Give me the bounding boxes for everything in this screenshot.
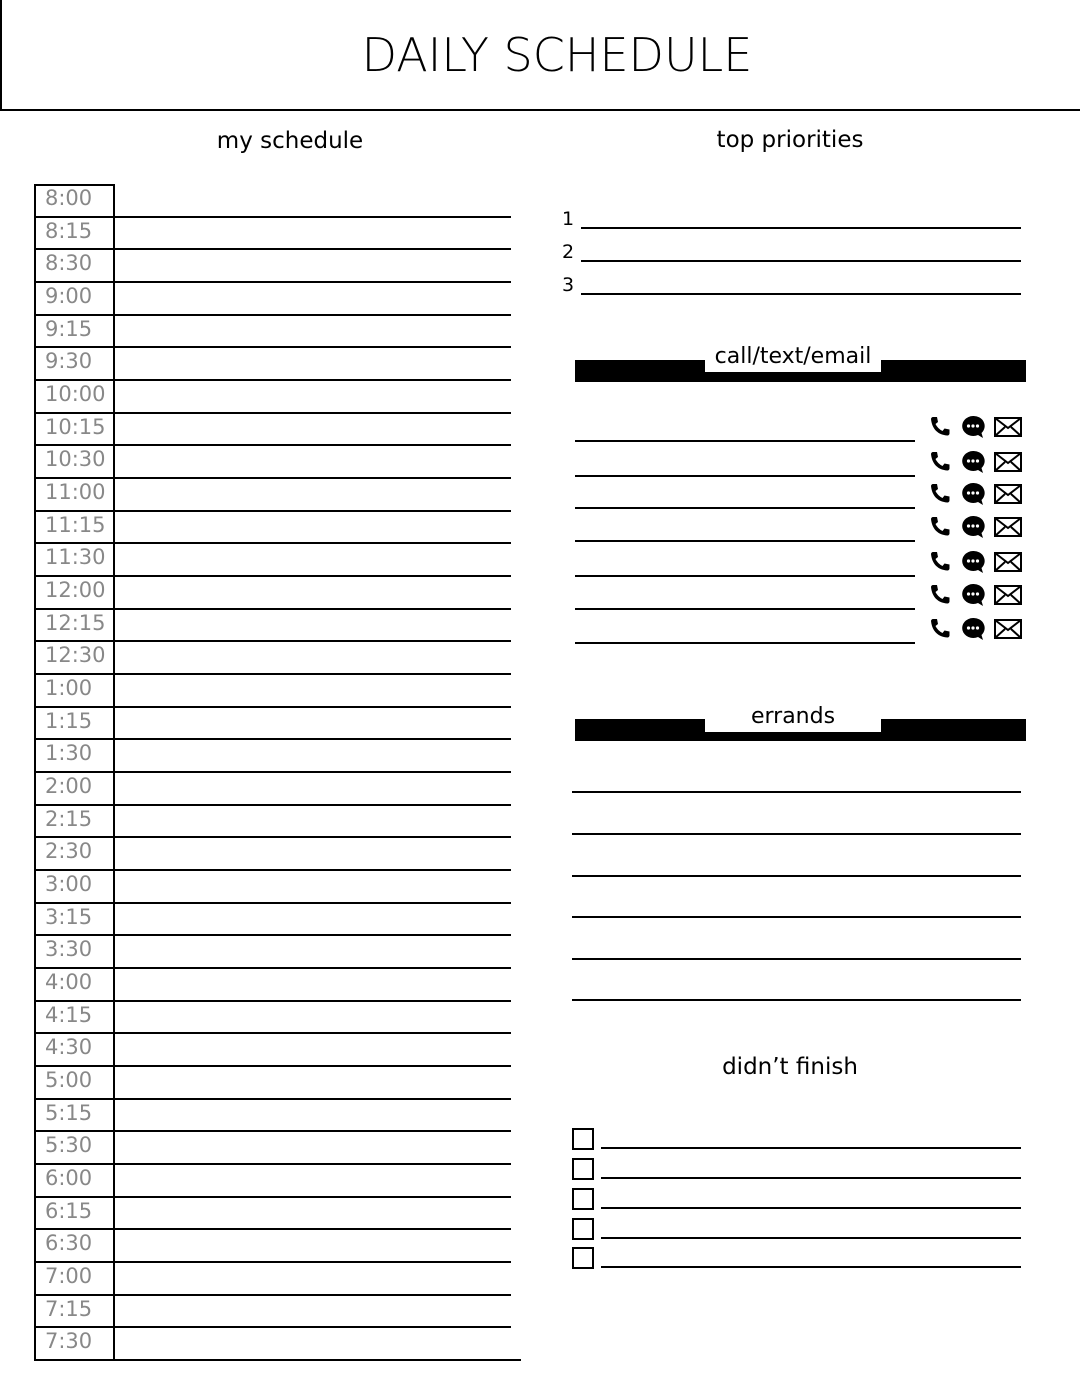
schedule-entry-line[interactable] (114, 1163, 511, 1165)
chat-bubble-icon[interactable] (960, 414, 986, 444)
row-divider (34, 706, 115, 708)
time-label: 4:30 (45, 1035, 93, 1060)
chat-bubble-icon[interactable] (960, 582, 986, 612)
chat-bubble-icon[interactable] (960, 481, 986, 511)
contact-line[interactable] (575, 440, 915, 442)
row-divider (34, 477, 115, 479)
time-label: 3:30 (45, 937, 93, 962)
time-label: 11:15 (45, 512, 106, 537)
row-divider (34, 640, 115, 642)
priorities-heading: top priorities (716, 127, 864, 153)
row-divider (34, 1326, 115, 1328)
schedule-entry-line[interactable] (114, 640, 511, 642)
time-label: 10:30 (45, 447, 106, 472)
row-divider (34, 1163, 115, 1165)
envelope-icon[interactable] (994, 585, 1022, 609)
time-label: 9:00 (45, 284, 93, 308)
row-divider (34, 346, 115, 348)
contact-line[interactable] (575, 642, 915, 644)
unfinished-task-line[interactable] (601, 1237, 1021, 1239)
time-label: 5:30 (45, 1133, 93, 1158)
contact-line[interactable] (575, 608, 915, 610)
schedule-entry-line[interactable] (114, 444, 511, 446)
schedule-entry-line[interactable] (114, 1065, 511, 1067)
schedule-entry-line[interactable] (114, 967, 511, 969)
priority-number: 2 (562, 241, 575, 263)
schedule-entry-line[interactable] (114, 379, 511, 381)
errand-line[interactable] (572, 999, 1021, 1001)
envelope-icon[interactable] (994, 517, 1022, 541)
time-label: 2:00 (45, 774, 93, 799)
time-label: 7:15 (45, 1296, 93, 1321)
contact-method-icons (928, 449, 1022, 479)
contact-method-icons (928, 616, 1022, 646)
envelope-icon[interactable] (994, 619, 1022, 643)
row-divider (34, 1032, 115, 1034)
row-divider (34, 608, 115, 610)
chat-bubble-icon[interactable] (960, 449, 986, 479)
time-label: 10:15 (45, 414, 106, 439)
schedule-entry-line[interactable] (114, 477, 511, 479)
errands-heading: errands (705, 704, 881, 732)
time-label: 4:00 (45, 970, 93, 995)
row-divider (34, 934, 115, 936)
contact-line[interactable] (575, 507, 915, 509)
contact-line[interactable] (575, 540, 915, 542)
schedule-entry-line[interactable] (114, 1196, 511, 1198)
phone-icon[interactable] (928, 415, 952, 443)
time-label: 1:15 (45, 708, 93, 733)
row-divider (34, 1098, 115, 1100)
envelope-icon[interactable] (994, 452, 1022, 476)
priority-line[interactable] (581, 227, 1021, 229)
schedule-entry-line[interactable] (114, 216, 511, 218)
row-divider (34, 379, 115, 381)
checkbox[interactable] (572, 1128, 594, 1150)
contact-method-icons (928, 514, 1022, 544)
row-divider (34, 248, 115, 250)
unfinished-task-line[interactable] (601, 1177, 1021, 1179)
schedule-entry-line[interactable] (114, 542, 511, 544)
row-divider (34, 967, 115, 969)
priority-line[interactable] (581, 260, 1021, 262)
schedule-entry-line[interactable] (114, 804, 511, 806)
envelope-icon[interactable] (994, 552, 1022, 576)
time-label: 2:15 (45, 806, 93, 831)
schedule-entry-line[interactable] (114, 1326, 511, 1328)
priority-number: 1 (562, 208, 575, 230)
row-divider (34, 1130, 115, 1132)
schedule-entry-line[interactable] (114, 346, 511, 348)
time-label: 6:15 (45, 1198, 93, 1223)
row-divider (34, 281, 115, 283)
time-label: 9:30 (45, 349, 93, 374)
time-label: 5:15 (45, 1100, 93, 1125)
phone-icon[interactable] (928, 617, 952, 645)
time-label: 1:00 (45, 676, 93, 701)
time-label: 2:30 (45, 839, 93, 864)
schedule-entry-line[interactable] (114, 902, 511, 904)
phone-icon[interactable] (928, 450, 952, 478)
row-divider (34, 1228, 115, 1230)
schedule-entry-line[interactable] (114, 314, 511, 316)
priority-line[interactable] (581, 293, 1021, 295)
envelope-icon[interactable] (994, 484, 1022, 508)
schedule-entry-line[interactable] (114, 510, 511, 512)
schedule-entry-line[interactable] (114, 1098, 511, 1100)
schedule-entry-line[interactable] (114, 934, 511, 936)
unfinished-task-line[interactable] (601, 1147, 1021, 1149)
schedule-entry-line[interactable] (114, 1032, 511, 1034)
schedule-entry-line[interactable] (114, 575, 511, 577)
schedule-entry-line[interactable] (34, 1359, 521, 1361)
schedule-heading: my schedule (216, 128, 364, 154)
schedule-entry-line[interactable] (114, 771, 511, 773)
unfinished-task-line[interactable] (601, 1266, 1021, 1268)
time-label: 12:15 (45, 610, 106, 635)
checkbox[interactable] (572, 1247, 594, 1269)
schedule-entry-line[interactable] (114, 836, 511, 838)
schedule-entry-line[interactable] (114, 1294, 511, 1296)
time-label: 3:00 (45, 872, 93, 897)
schedule-entry-line[interactable] (114, 1130, 511, 1132)
row-divider (34, 510, 115, 512)
time-label: 12:30 (45, 643, 106, 668)
schedule-entry-line[interactable] (114, 1000, 511, 1002)
contact-method-icons (928, 481, 1022, 511)
row-divider (34, 902, 115, 904)
contacts-heading: call/text/email (705, 344, 881, 372)
schedule-entry-line[interactable] (114, 738, 511, 740)
contact-method-icons (928, 549, 1022, 579)
schedule-entry-line[interactable] (114, 281, 511, 283)
row-divider (34, 771, 115, 773)
time-label: 8:30 (45, 251, 93, 276)
errand-line[interactable] (572, 791, 1021, 793)
schedule-entry-line[interactable] (114, 248, 511, 250)
priority-number: 3 (562, 274, 575, 296)
time-label: 7:30 (45, 1329, 93, 1354)
time-label: 6:00 (45, 1166, 93, 1191)
phone-icon[interactable] (928, 550, 952, 578)
contact-line[interactable] (575, 575, 915, 577)
phone-icon[interactable] (928, 515, 952, 543)
row-divider (34, 1261, 115, 1263)
envelope-icon[interactable] (994, 417, 1022, 441)
schedule-entry-line[interactable] (114, 869, 511, 871)
row-divider (34, 869, 115, 871)
didnt-finish-heading: didn’t finish (722, 1054, 858, 1080)
row-divider (34, 575, 115, 577)
schedule-entry-line[interactable] (114, 706, 511, 708)
contact-method-icons (928, 414, 1022, 444)
chat-bubble-icon[interactable] (960, 616, 986, 646)
phone-icon[interactable] (928, 482, 952, 510)
checkbox[interactable] (572, 1188, 594, 1210)
time-label: 4:15 (45, 1002, 93, 1027)
schedule-entry-line[interactable] (114, 412, 511, 414)
time-label: 9:15 (45, 316, 93, 341)
checkbox[interactable] (572, 1158, 594, 1180)
row-divider (34, 216, 115, 218)
phone-icon[interactable] (928, 583, 952, 611)
row-divider (34, 836, 115, 838)
contact-line[interactable] (575, 475, 915, 477)
time-label: 8:15 (45, 218, 93, 243)
page-title: DAILY SCHEDULE (361, 28, 753, 82)
errand-line[interactable] (572, 958, 1021, 960)
row-divider (34, 673, 115, 675)
chat-bubble-icon[interactable] (960, 514, 986, 544)
checkbox[interactable] (572, 1218, 594, 1240)
schedule-entry-line[interactable] (114, 608, 511, 610)
time-label: 10:00 (45, 382, 106, 407)
row-divider (34, 1000, 115, 1002)
row-divider (34, 804, 115, 806)
time-label: 7:00 (45, 1264, 93, 1289)
row-divider (34, 738, 115, 740)
time-label: 3:15 (45, 904, 93, 929)
row-divider (34, 1294, 115, 1296)
schedule-entry-line[interactable] (114, 1261, 511, 1263)
time-label: 8:00 (45, 186, 93, 210)
time-label: 1:30 (45, 741, 93, 766)
contact-method-icons (928, 582, 1022, 612)
time-label: 11:30 (45, 545, 106, 570)
row-divider (34, 1065, 115, 1067)
row-divider (34, 444, 115, 446)
time-label: 6:30 (45, 1231, 93, 1256)
chat-bubble-icon[interactable] (960, 549, 986, 579)
time-label: 12:00 (45, 578, 106, 603)
time-label: 11:00 (45, 480, 106, 505)
row-divider (34, 1196, 115, 1198)
unfinished-task-line[interactable] (601, 1207, 1021, 1209)
schedule-entry-line[interactable] (114, 1228, 511, 1230)
row-divider (34, 412, 115, 414)
errand-line[interactable] (572, 916, 1021, 918)
errand-line[interactable] (572, 833, 1021, 835)
time-label: 5:00 (45, 1068, 93, 1093)
row-divider (34, 314, 115, 316)
errand-line[interactable] (572, 875, 1021, 877)
schedule-entry-line[interactable] (114, 673, 511, 675)
row-divider (34, 542, 115, 544)
